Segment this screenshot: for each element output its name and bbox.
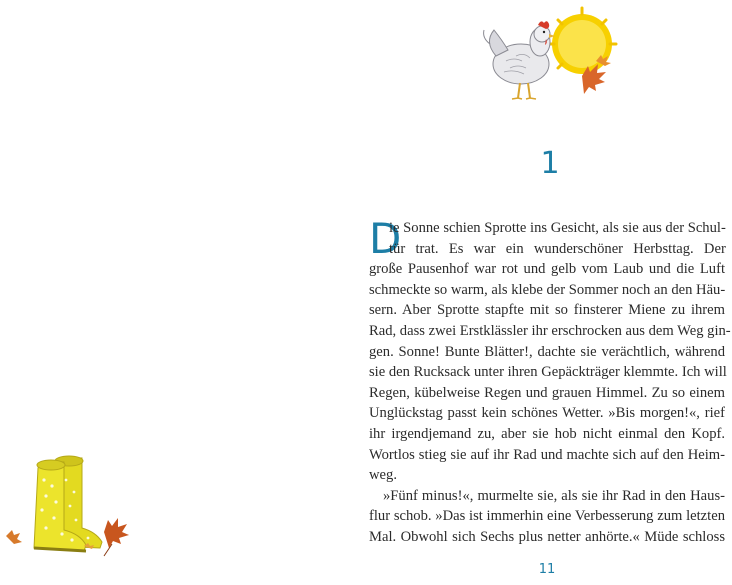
text-line: ihr irgendjemand zu, aber sie hob nicht einmal den Kopf. <box>369 425 725 442</box>
text-line: ie Sonne schien Sprotte ins Gesicht, als sie aus der Schul- <box>389 220 726 236</box>
text-line: Unglückstag passt kein schönes Wetter. »Bis morgen!«, rief <box>369 405 725 422</box>
text-line: gen. Sonne! Bunte Blätter!, dachte sie verächtlich, während <box>369 343 725 360</box>
text-line: Mal. Obwohl sich Sechs plus netter anhörte.« Müde schloss <box>369 528 725 545</box>
text-line: schmeckte so warm, als klebe der Sommer noch an den Häu- <box>369 281 726 298</box>
rain-boot-icon <box>34 456 102 551</box>
text-line: weg. <box>369 467 397 484</box>
text-line: flur schob. »Das ist immerhin eine Verbesserung zum letzten <box>369 508 725 525</box>
paragraph-1 <box>369 214 731 486</box>
text-line: sie den Rucksack unter ihren Gepäckträger klemmte. Ich will <box>369 364 727 381</box>
text-line: Rad, dass zwei Erstklässler ihr erschrocken aus dem Weg gin- <box>369 322 731 339</box>
text-line: Wortlos stieg sie auf ihr Rad und machte sich auf den Heim- <box>369 446 725 463</box>
text-line: tür trat. Es war ein wunderschöner Herbsttag. Der <box>389 240 726 257</box>
hen-icon <box>484 21 555 99</box>
dropcap-block <box>369 214 726 263</box>
text-line: Regen, kübelweise Regen und grauen Himmel. Zu so einem <box>369 384 725 401</box>
chapter-number: 1 <box>540 146 560 181</box>
rain-boots-and-leaves-icon <box>0 440 145 560</box>
paragraph-2 <box>369 486 725 548</box>
hen-and-sun-icon <box>466 6 626 106</box>
drop-cap: D <box>369 214 402 263</box>
chapter-text <box>369 214 731 548</box>
page-number: 11 <box>538 562 556 577</box>
text-line: große Pausenhof war rot und gelb vom Laub und die Luft <box>369 261 725 278</box>
text-line: sern. Aber Sprotte stapfte mit so finsterer Miene zu ihrem <box>369 302 725 319</box>
text-line: »Fünf minus!«, murmelte sie, als sie ihr Rad in den Haus- <box>383 487 725 504</box>
